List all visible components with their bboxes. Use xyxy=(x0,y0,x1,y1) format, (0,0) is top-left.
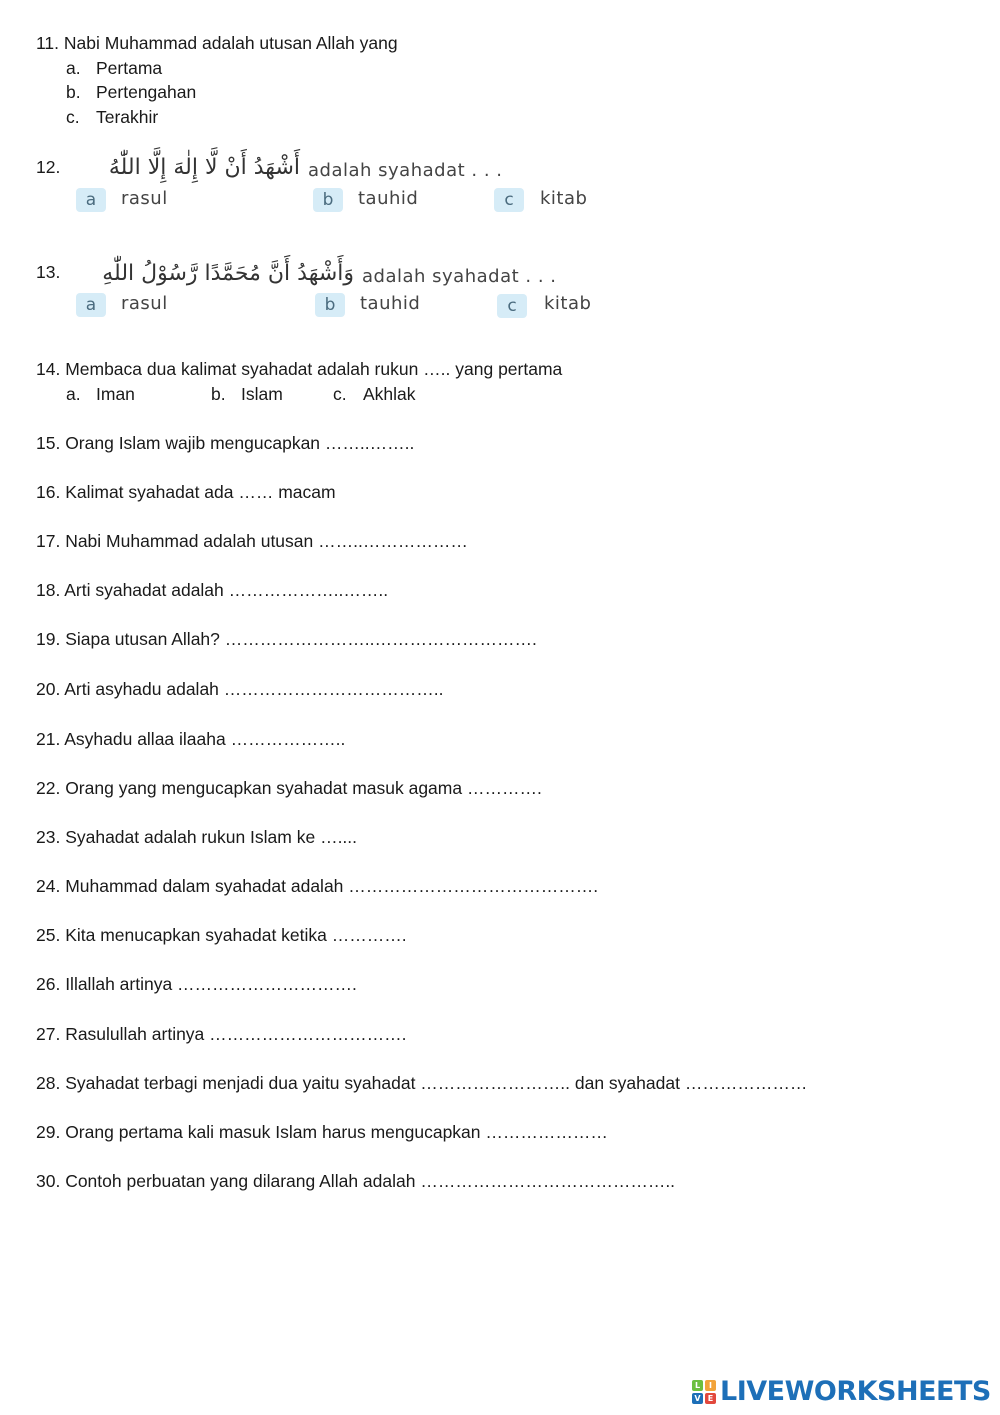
question-16: 16. Kalimat syahadat ada …… macam xyxy=(36,482,336,502)
option-text: Terakhir xyxy=(96,107,159,127)
question-14-option-c[interactable] xyxy=(333,383,416,405)
option-text: Akhlak xyxy=(363,384,416,404)
option-letter: b. xyxy=(211,384,226,404)
question-11-option-b[interactable] xyxy=(66,81,196,103)
logo-tile: I xyxy=(705,1380,716,1391)
question-30: 30. Contoh perbuatan yang dilarang Allah adalah …………………………………….. xyxy=(36,1171,676,1191)
question-12-option-b-badge[interactable]: b xyxy=(313,188,343,212)
question-13-arabic: وَأَشْهَدُ أَنَّ مُحَمَّدًا رَّسُوْلُ اللّٰهِ xyxy=(102,261,354,286)
option-text: Iman xyxy=(96,384,135,404)
question-14-option-a[interactable] xyxy=(66,383,135,405)
question-14: 14. Membaca dua kalimat syahadat adalah rukun ….. yang pertama xyxy=(36,359,563,379)
option-letter: c. xyxy=(333,384,347,404)
question-13-prompt: adalah syahadat . . . xyxy=(362,266,557,287)
liveworksheets-logo[interactable] xyxy=(692,1376,991,1407)
question-24: 24. Muhammad dalam syahadat adalah ……………………………………. xyxy=(36,876,599,896)
question-27: 27. Rasulullah artinya ……………………………. xyxy=(36,1024,407,1044)
logo-mark-icon xyxy=(692,1380,716,1404)
question-12-option-b-text[interactable]: tauhid xyxy=(358,188,419,209)
question-11-number: 11. xyxy=(36,33,60,53)
question-26: 26. Illallah artinya …………………………. xyxy=(36,974,357,994)
question-11-option-c[interactable] xyxy=(66,106,158,128)
option-text: Pertama xyxy=(96,58,163,78)
question-12-option-a-badge[interactable]: a xyxy=(76,188,106,212)
question-11-text: Nabi Muhammad adalah utusan Allah yang xyxy=(63,33,398,53)
question-13-option-b-text[interactable]: tauhid xyxy=(360,293,421,314)
question-13-option-b-badge[interactable]: b xyxy=(315,293,345,317)
logo-tile: E xyxy=(705,1393,716,1404)
option-letter: a. xyxy=(66,58,81,78)
question-29: 29. Orang pertama kali masuk Islam harus mengucapkan ………………… xyxy=(36,1122,608,1142)
question-18: 18. Arti syahadat adalah ………………..…….. xyxy=(36,580,389,600)
question-19: 19. Siapa utusan Allah? ……………………..………………………. xyxy=(36,629,537,649)
question-13-option-c-badge[interactable]: c xyxy=(497,294,527,318)
option-letter: a. xyxy=(66,384,81,404)
question-14-option-b[interactable] xyxy=(211,383,283,405)
question-22: 22. Orang yang mengucapkan syahadat masuk agama …………. xyxy=(36,778,542,798)
logo-tile: L xyxy=(692,1380,703,1391)
question-13-option-c-text[interactable]: kitab xyxy=(544,293,592,314)
question-15: 15. Orang Islam wajib mengucapkan ……..…….. xyxy=(36,433,415,453)
logo-text: LIVEWORKSHEETS xyxy=(720,1376,991,1407)
logo-tile: V xyxy=(692,1393,703,1404)
question-13-option-a-badge[interactable]: a xyxy=(76,293,106,317)
question-12-option-a-text[interactable]: rasul xyxy=(121,188,168,209)
option-letter: b. xyxy=(66,82,81,102)
question-21: 21. Asyhadu allaa ilaaha ……………….. xyxy=(36,729,346,749)
question-13-number: 13. xyxy=(36,262,61,282)
question-12-option-c-badge[interactable]: c xyxy=(494,188,524,212)
option-letter: c. xyxy=(66,107,80,127)
question-17: 17. Nabi Muhammad adalah utusan ……..……………… xyxy=(36,531,468,551)
option-text: Pertengahan xyxy=(96,82,197,102)
question-25: 25. Kita menucapkan syahadat ketika …………. xyxy=(36,925,407,945)
question-13-option-a-text[interactable]: rasul xyxy=(121,293,168,314)
question-12-number: 12. xyxy=(36,157,61,177)
question-11-option-a[interactable] xyxy=(66,57,162,79)
option-text: Islam xyxy=(241,384,283,404)
question-12-arabic: أَشْهَدُ أَنْ لَّا إِلٰهَ إِلَّا اللّٰهُ xyxy=(108,155,300,180)
question-12-option-c-text[interactable]: kitab xyxy=(540,188,588,209)
question-11 xyxy=(36,32,398,54)
question-20: 20. Arti asyhadu adalah ……………………………….. xyxy=(36,679,444,699)
question-28: 28. Syahadat terbagi menjadi dua yaitu syahadat …………………….. dan syahadat ………………… xyxy=(36,1073,808,1093)
question-23: 23. Syahadat adalah rukun Islam ke ….... xyxy=(36,827,358,847)
question-12-prompt: adalah syahadat . . . xyxy=(308,160,503,181)
